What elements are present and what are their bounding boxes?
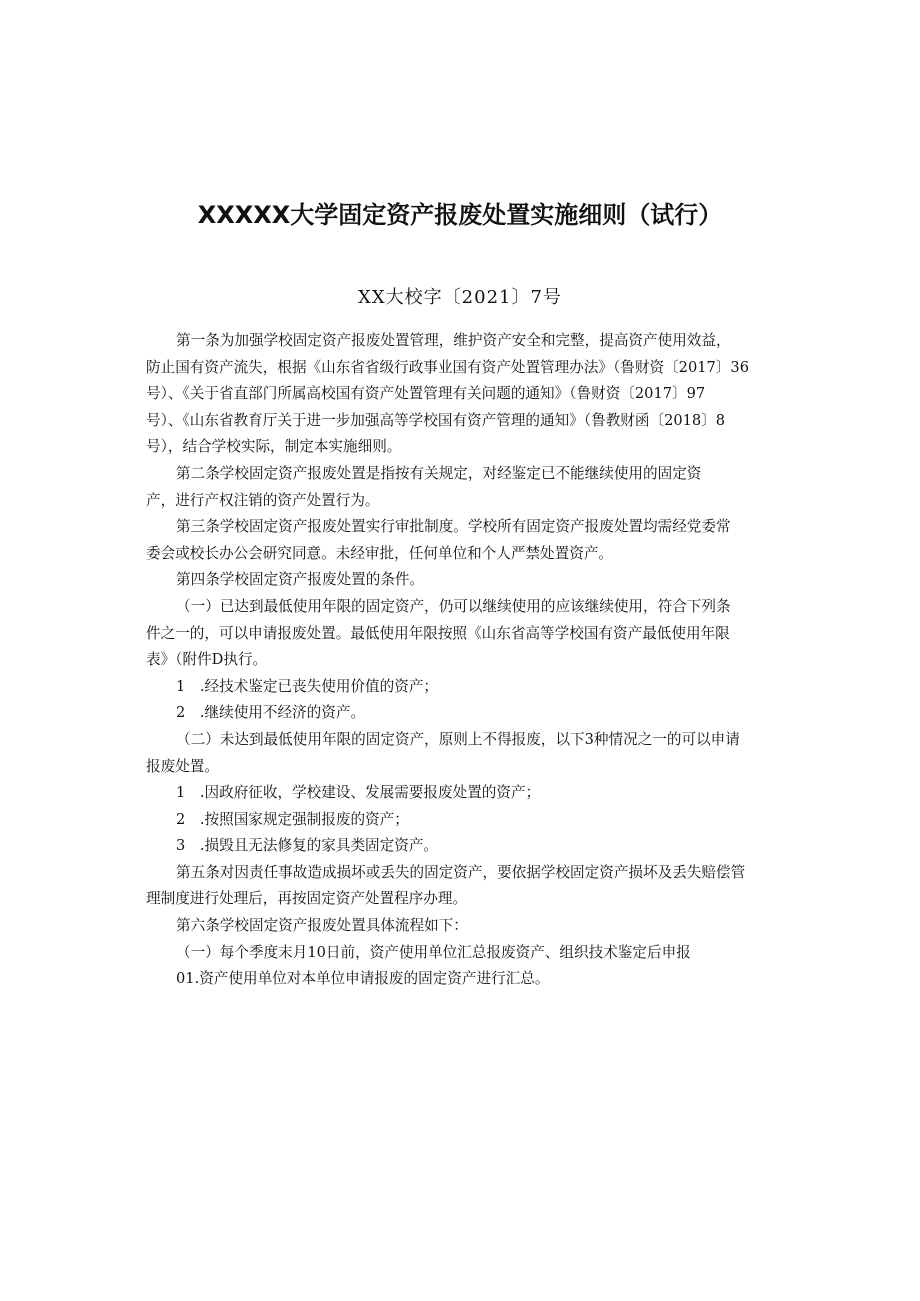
- paragraph-line: 第六条学校固定资产报废处置具体流程如下：: [176, 917, 468, 935]
- list-item: 2 .继续使用不经济的资产。: [176, 704, 366, 722]
- paragraph-line: 防止国有资产流失，根据《山东省省级行政事业国有资产处置管理办法》（鲁财资〔2017〕36: [146, 358, 749, 376]
- paragraph-line: 第五条对因责任事故造成损坏或丢失的固定资产，要依据学校固定资产损坏及丢失赔偿管: [176, 863, 746, 881]
- paragraph-line: （一）已达到最低使用年限的固定资产，仍可以继续使用的应该继续使用，符合下列条: [176, 597, 731, 615]
- paragraph-line: 产，进行产权注销的资产处置行为。: [146, 491, 380, 509]
- paragraph-line: 号），结合学校实际，制定本实施细则。: [146, 438, 402, 456]
- paragraph-line: 第一条为加强学校固定资产报废处置管理，维护资产安全和完整，提高资产使用效益，: [176, 332, 731, 349]
- paragraph-line: 第二条学校固定资产报废处置是指按有关规定，对经鉴定已不能继续使用的固定资: [176, 464, 702, 482]
- list-item: 1 .经技术鉴定已丧失使用价值的资产；: [176, 677, 439, 695]
- paragraph-line: 理制度进行处理后，再按固定资产处置程序办理。: [146, 890, 468, 908]
- paragraph-line: 第三条学校固定资产报废处置实行审批制度。学校所有固定资产报废处置均需经党委常: [176, 518, 731, 536]
- list-item: 1 .因政府征收，学校建设、发展需要报废处置的资产；: [176, 784, 541, 802]
- paragraph-line: 号）、《关于省直部门所属高校国有资产处置管理有关问题的通知》（鲁财资〔2017〕97: [146, 385, 706, 403]
- document-body: [146, 328, 786, 993]
- list-item: 3 .损毁且无法修复的家具类固定资产。: [176, 837, 439, 855]
- paragraph-line: 委会或校长办公会研究同意。未经审批，任何单位和个人严禁处置资产。: [146, 544, 614, 562]
- paragraph-line: 01.资产使用单位对本单位申请报废的固定资产进行汇总。: [176, 970, 550, 988]
- paragraph-line: 表》（附件D执行。: [146, 651, 268, 669]
- paragraph-line: 报废处置。: [146, 757, 219, 775]
- document-number: XX大校字〔2021〕7号: [358, 287, 562, 308]
- paragraph-line: （一）每个季度末月10日前，资产使用单位汇总报废资产、组织技术鉴定后申报: [176, 943, 691, 961]
- document-title: XXXXX大学固定资产报废处置实施细则（试行）: [197, 201, 723, 229]
- paragraph-line: 件之一的，可以申请报废处置。最低使用年限按照《山东省高等学校国有资产最低使用年限: [146, 624, 730, 642]
- list-item: 2 .按照国家规定强制报废的资产；: [176, 810, 409, 828]
- paragraph-line: 号）、《山东省教育厅关于进一步加强高等学校国有资产管理的通知》（鲁教财函〔2018〕8: [146, 411, 726, 429]
- paragraph-line: （二）未达到最低使用年限的固定资产，原则上不得报废，以下3种情况之一的可以申请: [176, 730, 740, 748]
- paragraph-line: 第四条学校固定资产报废处置的条件。: [176, 571, 425, 589]
